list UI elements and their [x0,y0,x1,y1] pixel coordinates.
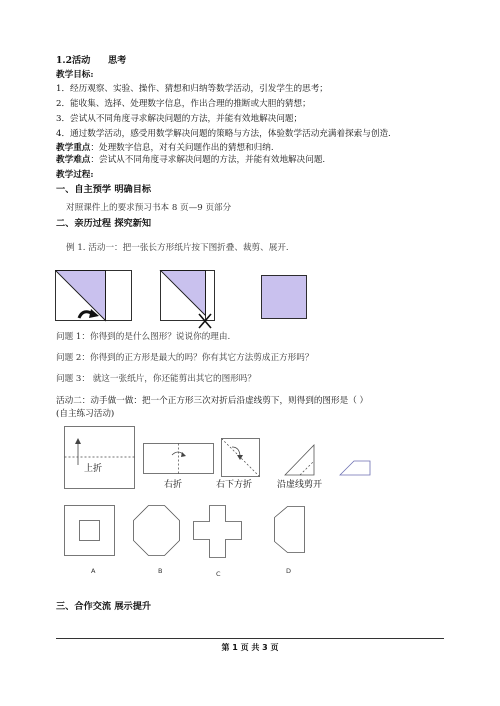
fold-up-label: 上折 [84,464,103,474]
page-footer: 第 1 页 共 3 页 [221,643,279,652]
fold-lower-right-step [216,439,260,491]
objective-2: 2．能收集、选择、处理数字信息，作出合理的推断或大胆的猜想； [56,99,311,109]
section-title: 思考 [108,55,127,66]
fold-right-step [144,444,214,491]
question-2: 问题 2：你得到的正方形是最大的吗？你有其它方法剪成正方形吗？ [56,353,314,363]
section3-title: 三、合作交流 展示提升 [56,601,152,612]
difficulty-label: 教学难点 [56,155,91,165]
process-heading: 教学过程: [56,170,94,180]
objective-1: 1．经历观察、实验、操作、猜想和归纳等数学活动，引发学生的思考； [56,84,328,94]
example1-text: 例 1. 活动一：把一张长方形纸片按下图折叠、裁剪、展开. [66,243,289,253]
section-number: 1.2活动 [56,55,91,66]
section1-text: 对照课件上的要求预习书本 8 页—9 页部分 [66,203,232,213]
option-c-shape [194,506,242,579]
key-point [56,143,274,154]
fold-step-2-diagram [161,271,215,329]
question-3: 问题 3： 就这一张纸片，你还能剪出其它的图形吗？ [56,374,256,384]
cut-result-shape [340,461,370,475]
difficulty-text: ：尝试从不同角度寻求解决问题的方法，并能有效地解决问题. [90,155,326,165]
answer-options-diagram [64,505,314,580]
option-a-label: A [91,567,96,575]
key-point-text: ：处理数字信息，对有关问题作出的猜想和归纳. [90,143,274,153]
key-point-label: 教学重点 [56,143,91,153]
option-b-shape [134,506,180,576]
option-d-shape [275,507,305,576]
folding-steps-diagram [64,425,374,495]
objective-3: 3．尝试从不同角度寻求解决问题的方法，并能有效地解决问题； [56,114,303,124]
activity2-text: 活动二：动手做一做：把一个正方形三次对折后沿虚线剪下，则得到的图形是（ ） [56,396,369,406]
section1-title: 一、自主预学 明确目标 [56,184,152,195]
cut-along-line-step [277,445,322,490]
option-b-label: B [158,567,163,575]
objective-4: 4．通过数学活动，感受用数学解决问题的策略与方法，体验数学活动充满着探索与创造. [56,129,391,139]
activity2-note: (自主练习活动) [56,409,115,419]
cut-along-line-label: 沿虚线剪开 [277,480,323,490]
fold-step-1-diagram [56,271,132,321]
question-1: 问题 1：你得到的是什么图形？说说你的理由. [56,332,231,342]
option-c-label: C [216,570,221,578]
option-a-shape [65,506,115,576]
fold-diagrams [55,268,315,338]
unfolded-square-diagram [262,276,307,319]
section2-title: 二、亲历过程 探究新知 [56,218,152,229]
fold-lower-right-label: 右下方折 [216,480,253,490]
difficulty [56,155,325,166]
objectives-heading: 教学目标: [56,70,94,80]
fold-up-step [65,427,135,489]
fold-right-label: 右折 [164,480,183,490]
footer-rule [56,638,444,639]
option-d-label: D [286,567,292,575]
